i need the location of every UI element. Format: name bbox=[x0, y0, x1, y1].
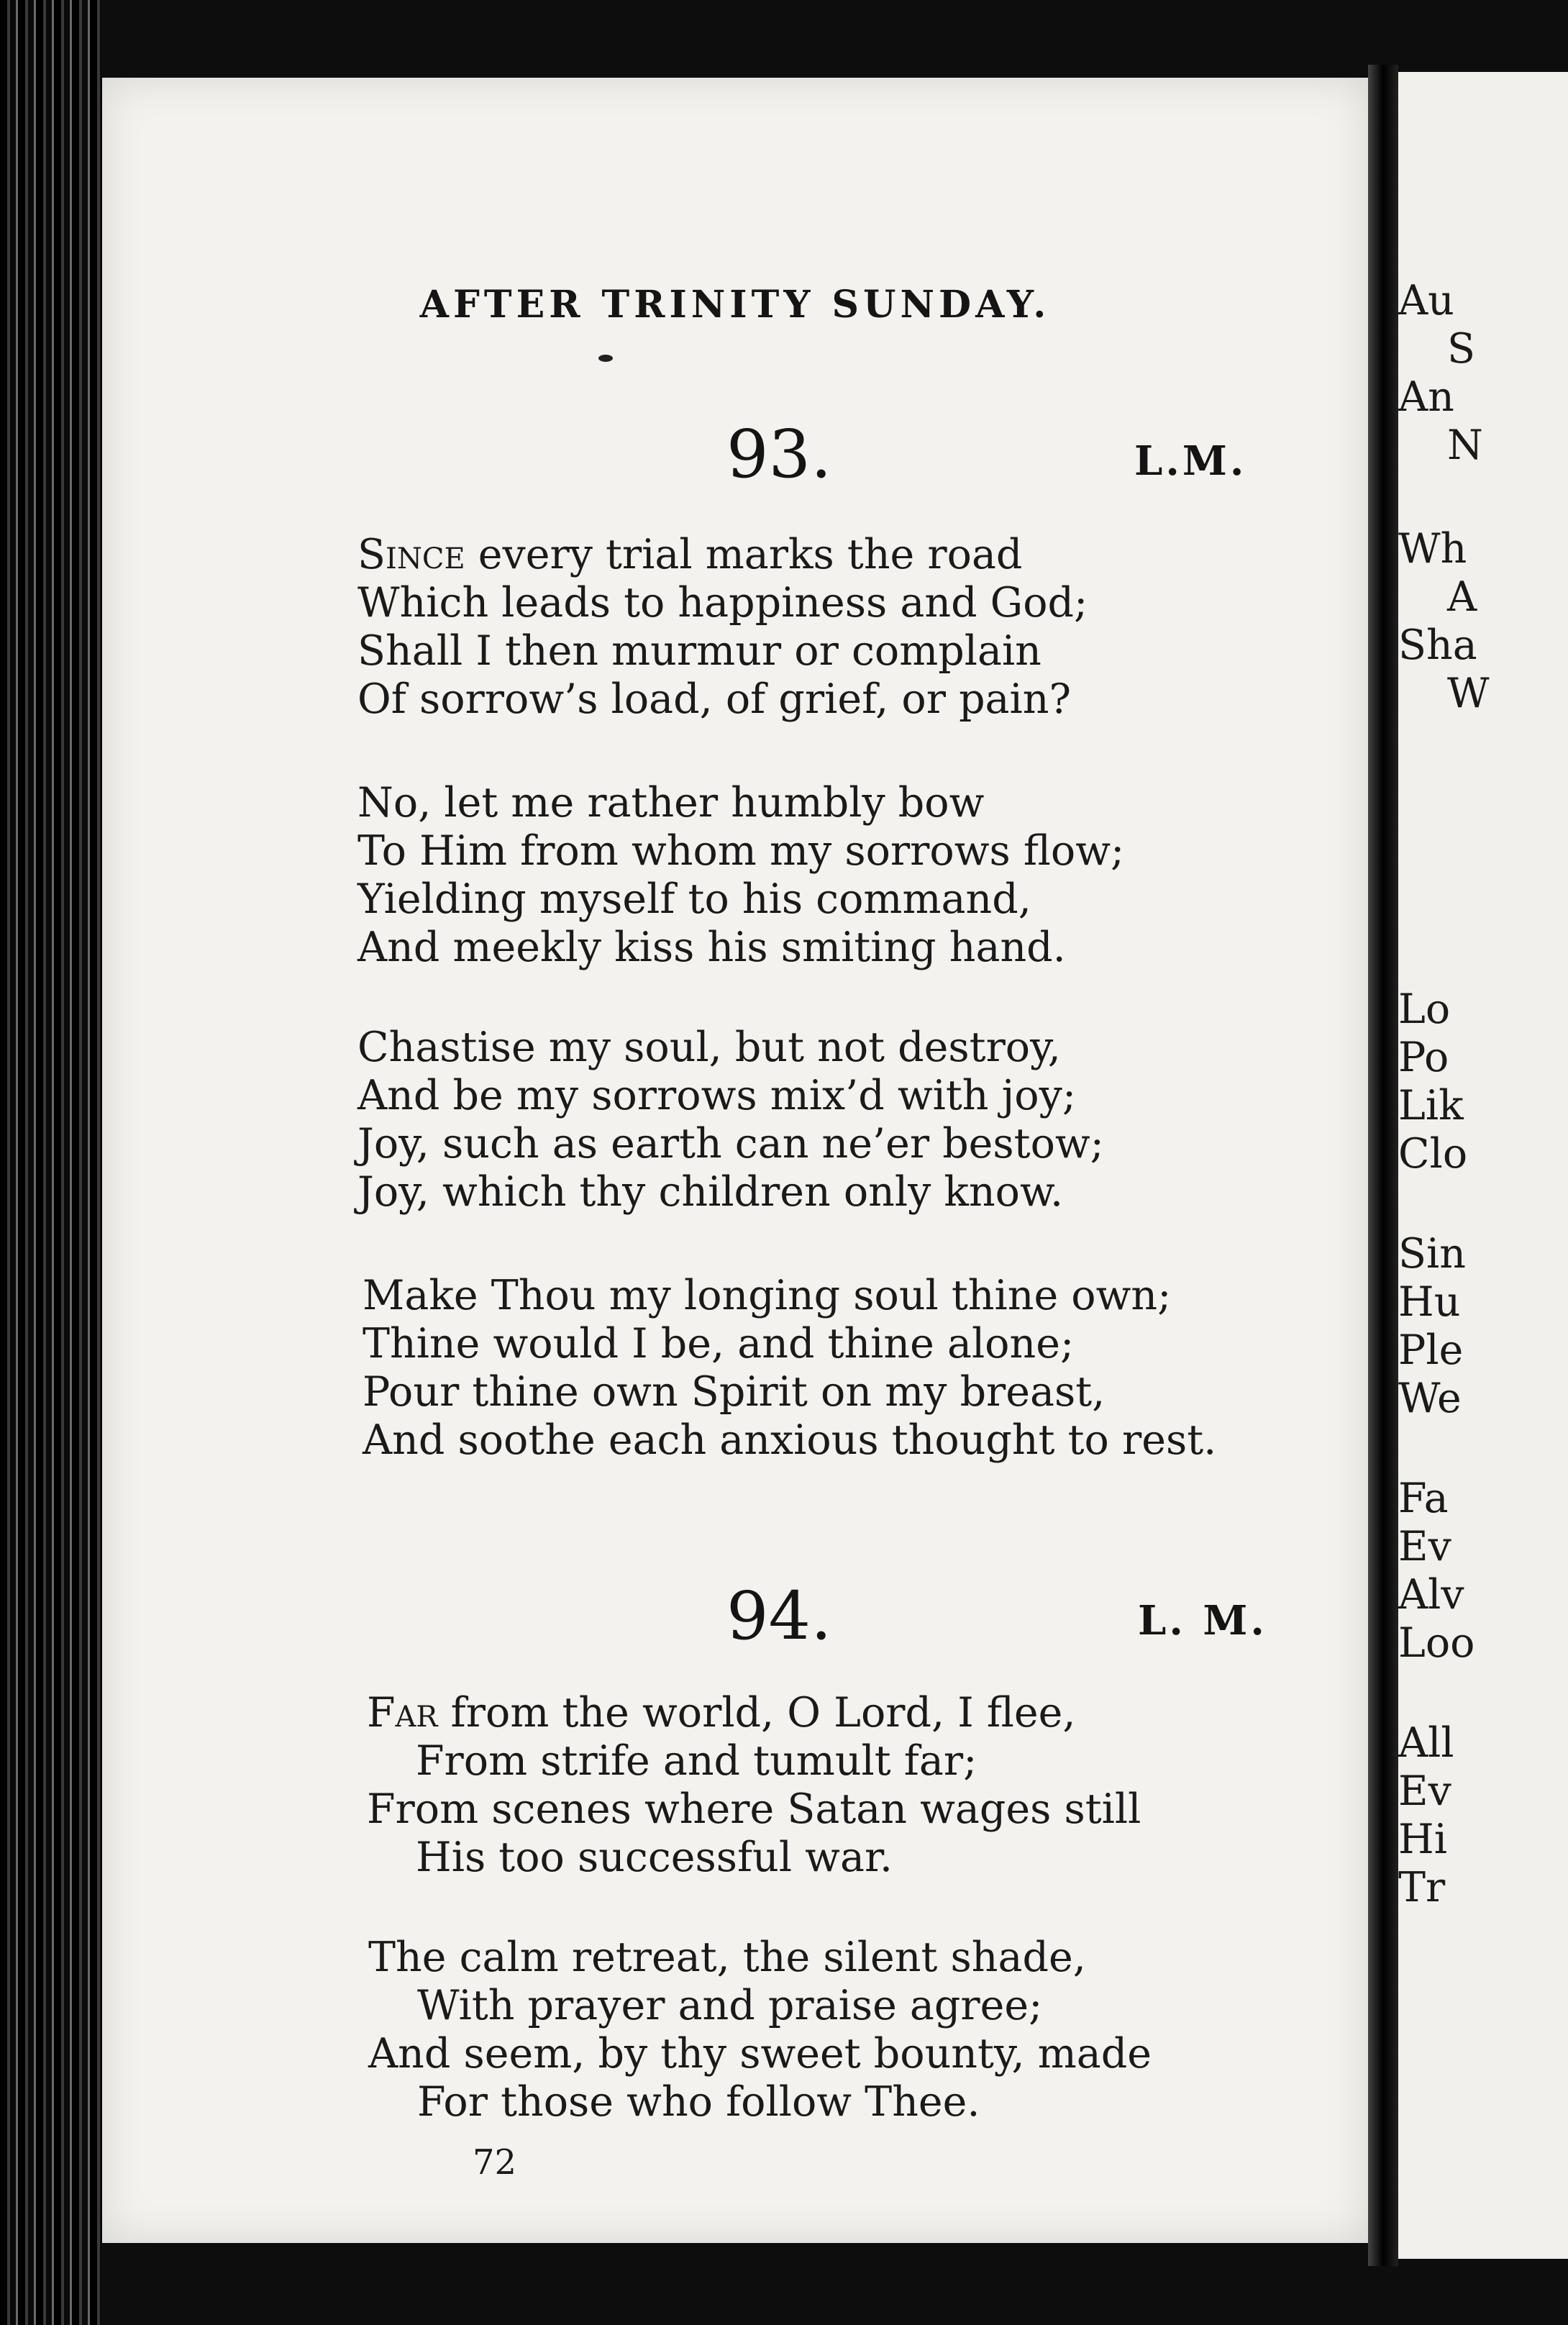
right-page-group-4 bbox=[1398, 1230, 1466, 1423]
fragment-line: An bbox=[1398, 373, 1454, 421]
hymn-93-stanza-4 bbox=[363, 1272, 1216, 1465]
fragment-line: W bbox=[1447, 670, 1490, 717]
fragment-line: Hu bbox=[1398, 1278, 1461, 1326]
verse-line: And soothe each anxious thought to rest. bbox=[363, 1416, 1217, 1464]
verse-line: Thine would I be, and thine alone; bbox=[363, 1320, 1075, 1368]
verse-line: Yielding myself to his command, bbox=[357, 875, 1031, 923]
fragment-line: Lo bbox=[1398, 986, 1451, 1033]
verse-line bbox=[367, 1689, 1141, 1737]
fragment-line: N bbox=[1447, 422, 1483, 469]
verse-line: Joy, which thy children only know. bbox=[357, 1168, 1064, 1216]
ornament-mark bbox=[598, 355, 613, 362]
fragment-line: Sin bbox=[1398, 1230, 1466, 1278]
verse-line: Of sorrow’s load, of grief, or pain? bbox=[357, 675, 1072, 723]
verse-line: From scenes where Satan wages still bbox=[367, 1785, 1141, 1833]
book-spine bbox=[0, 0, 102, 2325]
fragment-line: All bbox=[1398, 1719, 1454, 1767]
verse-line: For those who follow Thee. bbox=[417, 2078, 980, 2126]
fragment-line: Fa bbox=[1398, 1475, 1449, 1522]
fragment-line: Ev bbox=[1398, 1767, 1451, 1815]
verse-line: Shall I then murmur or complain bbox=[357, 627, 1041, 675]
fragment-line: A bbox=[1447, 573, 1477, 621]
verse-line: No, let me rather humbly bow bbox=[357, 779, 985, 827]
fragment-line: Lik bbox=[1398, 1082, 1464, 1129]
hymn-93-stanza-1 bbox=[357, 531, 1088, 724]
fragment-line: Sha bbox=[1398, 622, 1477, 669]
fragment-line: Ple bbox=[1398, 1327, 1464, 1374]
hymn-94-meter: L. M. bbox=[1138, 1597, 1267, 1644]
verse-line: And seem, by thy sweet bounty, made bbox=[368, 2030, 1152, 2078]
running-header: AFTER TRINITY SUNDAY. bbox=[419, 283, 1051, 327]
verse-line bbox=[357, 531, 1088, 579]
verse-line: Which leads to happiness and God; bbox=[357, 579, 1088, 627]
verse-line: With prayer and praise agree; bbox=[417, 1982, 1043, 2029]
verse-line: Joy, such as earth can ne’er bestow; bbox=[357, 1120, 1104, 1168]
hymn-93-meter: L.M. bbox=[1134, 437, 1247, 485]
hymn-94-stanza-2 bbox=[368, 1934, 1152, 2126]
hymn-93-stanza-3 bbox=[357, 1024, 1104, 1216]
hymn-93-number: 93. bbox=[726, 416, 832, 493]
fragment-line: S bbox=[1447, 325, 1476, 373]
fragment-line: Au bbox=[1398, 277, 1454, 324]
verse-line: And be my sorrows mix’d with joy; bbox=[357, 1072, 1077, 1119]
verse-line: Make Thou my longing soul thine own; bbox=[363, 1272, 1172, 1319]
fragment-line: Loo bbox=[1398, 1619, 1475, 1667]
fragment-line: We bbox=[1398, 1375, 1462, 1422]
hymn-94-number: 94. bbox=[726, 1578, 832, 1655]
hymn-93-stanza-2 bbox=[357, 779, 1124, 972]
page-gutter bbox=[1368, 65, 1398, 2266]
verse-line: And meekly kiss his smiting hand. bbox=[357, 924, 1066, 971]
right-page-group-6 bbox=[1398, 1719, 1454, 1912]
fragment-line: Alv bbox=[1398, 1571, 1464, 1619]
verse-line-rest: from the world, O Lord, I flee, bbox=[437, 1689, 1076, 1737]
verse-line: The calm retreat, the silent shade, bbox=[368, 1934, 1086, 1981]
verse-line: Pour thine own Spirit on my breast, bbox=[363, 1368, 1106, 1416]
right-page-group-5 bbox=[1398, 1475, 1475, 1667]
fragment-line: Po bbox=[1398, 1034, 1449, 1081]
right-page-fragment bbox=[1398, 72, 1568, 2259]
fragment-line: Wh bbox=[1398, 525, 1467, 573]
fragment-line: Ev bbox=[1398, 1523, 1451, 1570]
fragment-line: Hi bbox=[1398, 1816, 1447, 1863]
verse-lead-word: Far bbox=[367, 1689, 438, 1737]
verse-line: To Him from whom my sorrows flow; bbox=[357, 827, 1125, 875]
verse-line: Chastise my soul, but not destroy, bbox=[357, 1024, 1061, 1071]
right-page-group-1 bbox=[1398, 277, 1483, 470]
fragment-line: Clo bbox=[1398, 1130, 1468, 1178]
verse-lead-word: Since bbox=[357, 531, 465, 578]
left-page bbox=[102, 78, 1368, 2243]
fragment-line: Tr bbox=[1398, 1864, 1446, 1911]
verse-line-rest: every trial marks the road bbox=[465, 531, 1023, 578]
signature-mark: 72 bbox=[473, 2142, 517, 2183]
verse-line: His too successful war. bbox=[416, 1834, 893, 1881]
right-page-group-2 bbox=[1398, 525, 1490, 718]
verse-line: From strife and tumult far; bbox=[416, 1737, 977, 1785]
hymn-94-stanza-1 bbox=[367, 1689, 1141, 1882]
right-page-group-3 bbox=[1398, 986, 1467, 1178]
